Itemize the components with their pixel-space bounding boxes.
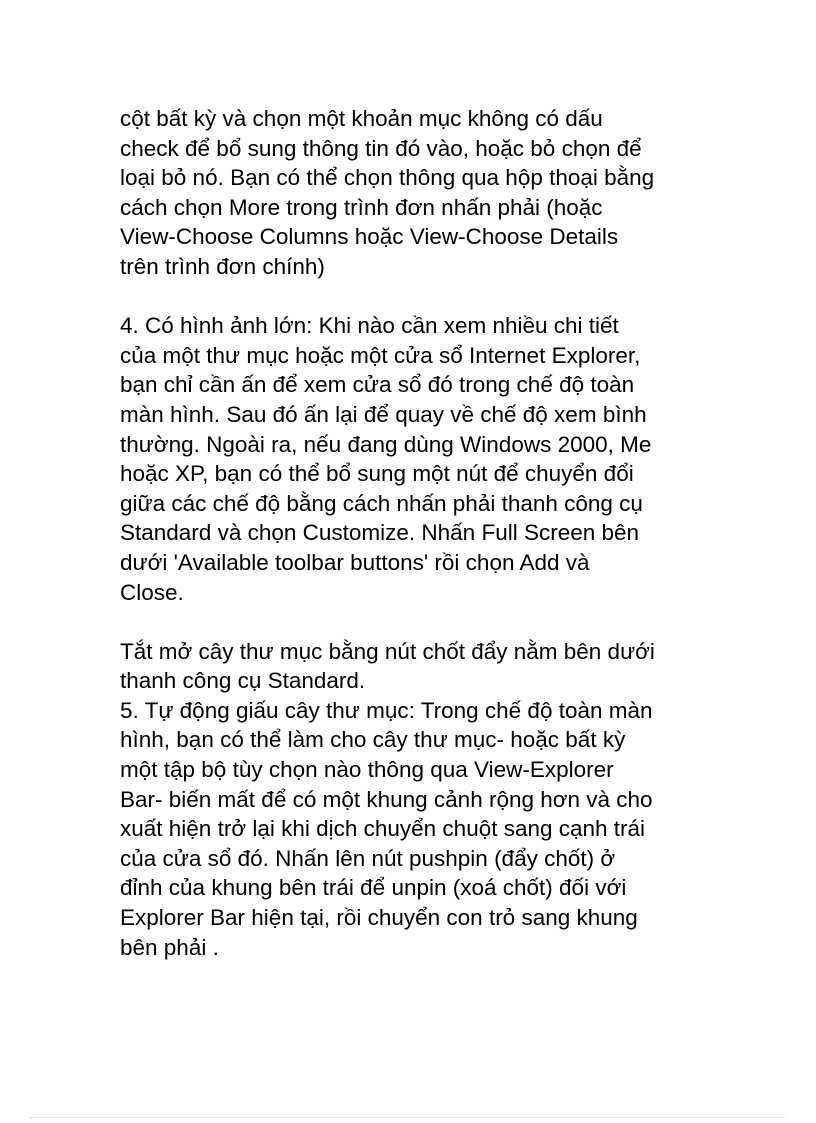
text-line: check để bổ sung thông tin đó vào, hoặc bỏ chọn để	[120, 135, 642, 161]
text-line: của một thư mục hoặc một cửa sổ Internet Explorer,	[120, 342, 641, 368]
paragraph-column-selection	[120, 104, 720, 282]
page-bottom-divider	[30, 1117, 786, 1118]
text-line: một tập bộ tùy chọn nào thông qua View-Explorer	[120, 757, 614, 783]
text-line: Bar- biến mất để có một khung cảnh rộng hơn và cho	[120, 786, 653, 812]
paragraph-full-screen	[120, 311, 720, 607]
text-line: bên phải .	[120, 934, 219, 960]
document-body	[120, 104, 720, 962]
text-line: thường. Ngoài ra, nếu đang dùng Windows 2000, Me	[120, 431, 652, 457]
text-line: màn hình. Sau đó ấn lại để quay về chế độ xem bình	[120, 401, 647, 427]
text-line: loại bỏ nó. Bạn có thể chọn thông qua hộp thoại bằng	[120, 165, 655, 191]
text-line: giữa các chế độ bằng cách nhấn phải thanh công cụ	[120, 490, 643, 516]
text-line: Standard và chọn Customize. Nhấn Full Screen bên	[120, 520, 640, 546]
text-line: Close.	[120, 579, 184, 605]
text-line: hoặc XP, bạn có thể bổ sung một nút để chuyển đổi	[120, 461, 634, 487]
text-line: cách chọn More trong trình đơn nhấn phải (hoặc	[120, 194, 603, 220]
text-line: đỉnh của khung bên trái để unpin (xoá chốt) đối với	[120, 875, 627, 901]
text-line: Explorer Bar hiện tại, rồi chuyển con trỏ sang khung	[120, 905, 638, 931]
text-line: cột bất kỳ và chọn một khoản mục không có dấu	[120, 106, 603, 131]
text-line: dưới 'Available toolbar buttons' rồi chọn Add và	[120, 549, 590, 575]
text-line: xuất hiện trở lại khi dịch chuyển chuột sang cạnh trái	[120, 816, 646, 842]
text-line: hình, bạn có thể làm cho cây thư mục- hoặc bất kỳ	[120, 727, 626, 753]
text-line: 5. Tự động giấu cây thư mục: Trong chế độ toàn màn	[120, 697, 653, 723]
text-line: Tắt mở cây thư mục bằng nút chốt đẩy nằm bên dưới	[120, 638, 655, 664]
text-line: 4. Có hình ảnh lớn: Khi nào cần xem nhiều chi tiết	[120, 313, 619, 339]
text-line: trên trình đơn chính)	[120, 253, 325, 279]
paragraph-spacer	[120, 282, 720, 312]
paragraph-spacer	[120, 607, 720, 637]
text-line: bạn chỉ cần ấn để xem cửa sổ đó trong chế độ toàn	[120, 372, 635, 398]
text-line: View-Choose Columns hoặc View-Choose Details	[120, 224, 619, 250]
text-line: thanh công cụ Standard.	[120, 668, 366, 694]
text-line: của cửa sổ đó. Nhấn lên nút pushpin (đẩy chốt) ở	[120, 845, 616, 871]
paragraph-auto-hide-tree	[120, 637, 720, 963]
